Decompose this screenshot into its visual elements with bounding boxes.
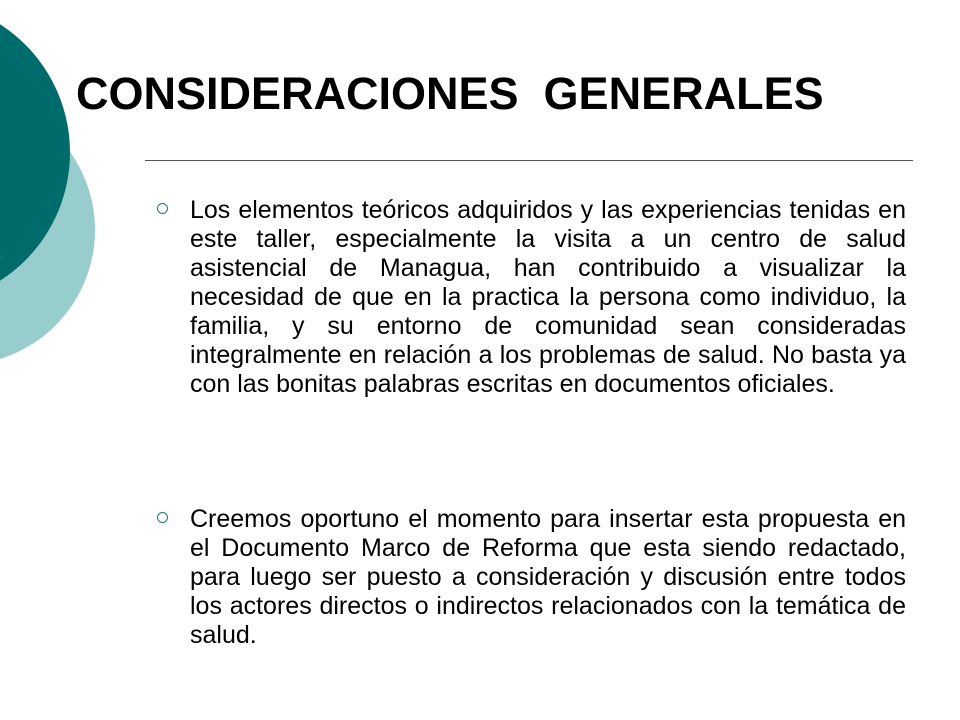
bullet-text: Creemos oportuno el momento para insertar esta propuesta en el Documento Marco de Reforma que esta siendo redactado, para luego ser puesto a consideración y discusión entre todos los actores directos o indirectos relacionados con la temática de salud. <box>190 505 906 649</box>
bullet-text: Los elementos teóricos adquiridos y las experiencias tenidas en este taller, especialmente la visita a un centro de salud asistencial de Managua, han contribuido a visualizar la necesidad de que en la practica la persona como individuo, la familia, y su entorno de comunidad sean consideradas integralmente en relación a los problemas de salud. No basta ya con las bonitas palabras escritas en documentos oficiales. <box>190 196 906 398</box>
circle-bullet-icon <box>157 203 168 214</box>
circle-bullet-icon <box>157 512 168 523</box>
slide-title: CONSIDERACIONES GENERALES <box>76 68 824 119</box>
title-divider <box>145 160 913 161</box>
